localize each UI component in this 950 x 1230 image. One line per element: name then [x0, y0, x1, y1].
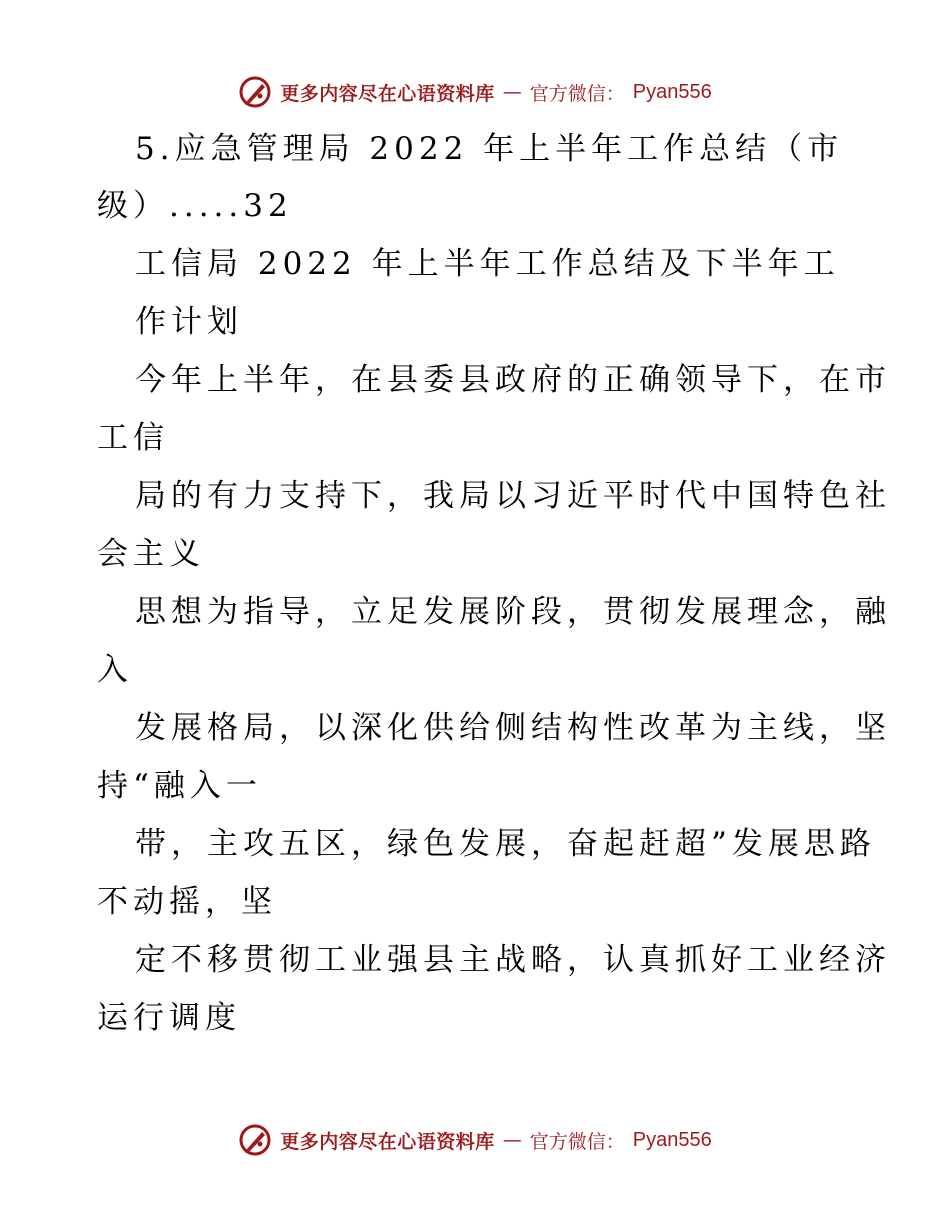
banner-slogan: 更多内容尽在心语资料库	[280, 82, 495, 105]
quill-pen-logo-icon	[238, 1123, 272, 1157]
footer-banner	[0, 1120, 950, 1160]
doc-line: 5.应急管理局 2022 年上半年工作总结（市	[135, 131, 844, 167]
quill-pen-logo-icon	[238, 75, 272, 109]
banner-separator: —	[502, 1129, 522, 1151]
doc-line: 定不移贯彻工业强县主战略，认真抓好工业经济	[135, 942, 891, 978]
doc-line: 级）.....32	[97, 188, 293, 224]
banner-contact-label: 官方微信：	[529, 82, 625, 105]
banner-separator: —	[502, 81, 522, 103]
banner-slogan: 更多内容尽在心语资料库	[280, 1130, 495, 1153]
doc-line: 带，主攻五区，绿色发展，奋起赶超”发展思路	[135, 826, 876, 862]
doc-line: 作计划	[135, 304, 243, 340]
header-banner	[0, 72, 950, 112]
doc-line: 思想为指导，立足发展阶段，贯彻发展理念，融	[135, 594, 891, 630]
banner-contact-label: 官方微信：	[529, 1130, 625, 1153]
doc-line: 入	[97, 652, 133, 688]
doc-line: 工信局 2022 年上半年工作总结及下半年工	[135, 246, 840, 282]
doc-line: 发展格局，以深化供给侧结构性改革为主线，坚	[135, 710, 891, 746]
doc-line: 工信	[97, 420, 169, 456]
doc-line: 运行调度	[97, 1000, 241, 1036]
doc-line: 不动摇，坚	[97, 884, 277, 920]
banner-contact-id: Pyan556	[632, 80, 712, 103]
doc-line: 局的有力支持下，我局以习近平时代中国特色社	[135, 478, 891, 514]
doc-line: 持“融入一	[97, 768, 262, 804]
banner-contact-id: Pyan556	[632, 1128, 712, 1151]
doc-line: 今年上半年，在县委县政府的正确领导下，在市	[135, 362, 891, 398]
doc-line: 会主义	[97, 536, 205, 572]
